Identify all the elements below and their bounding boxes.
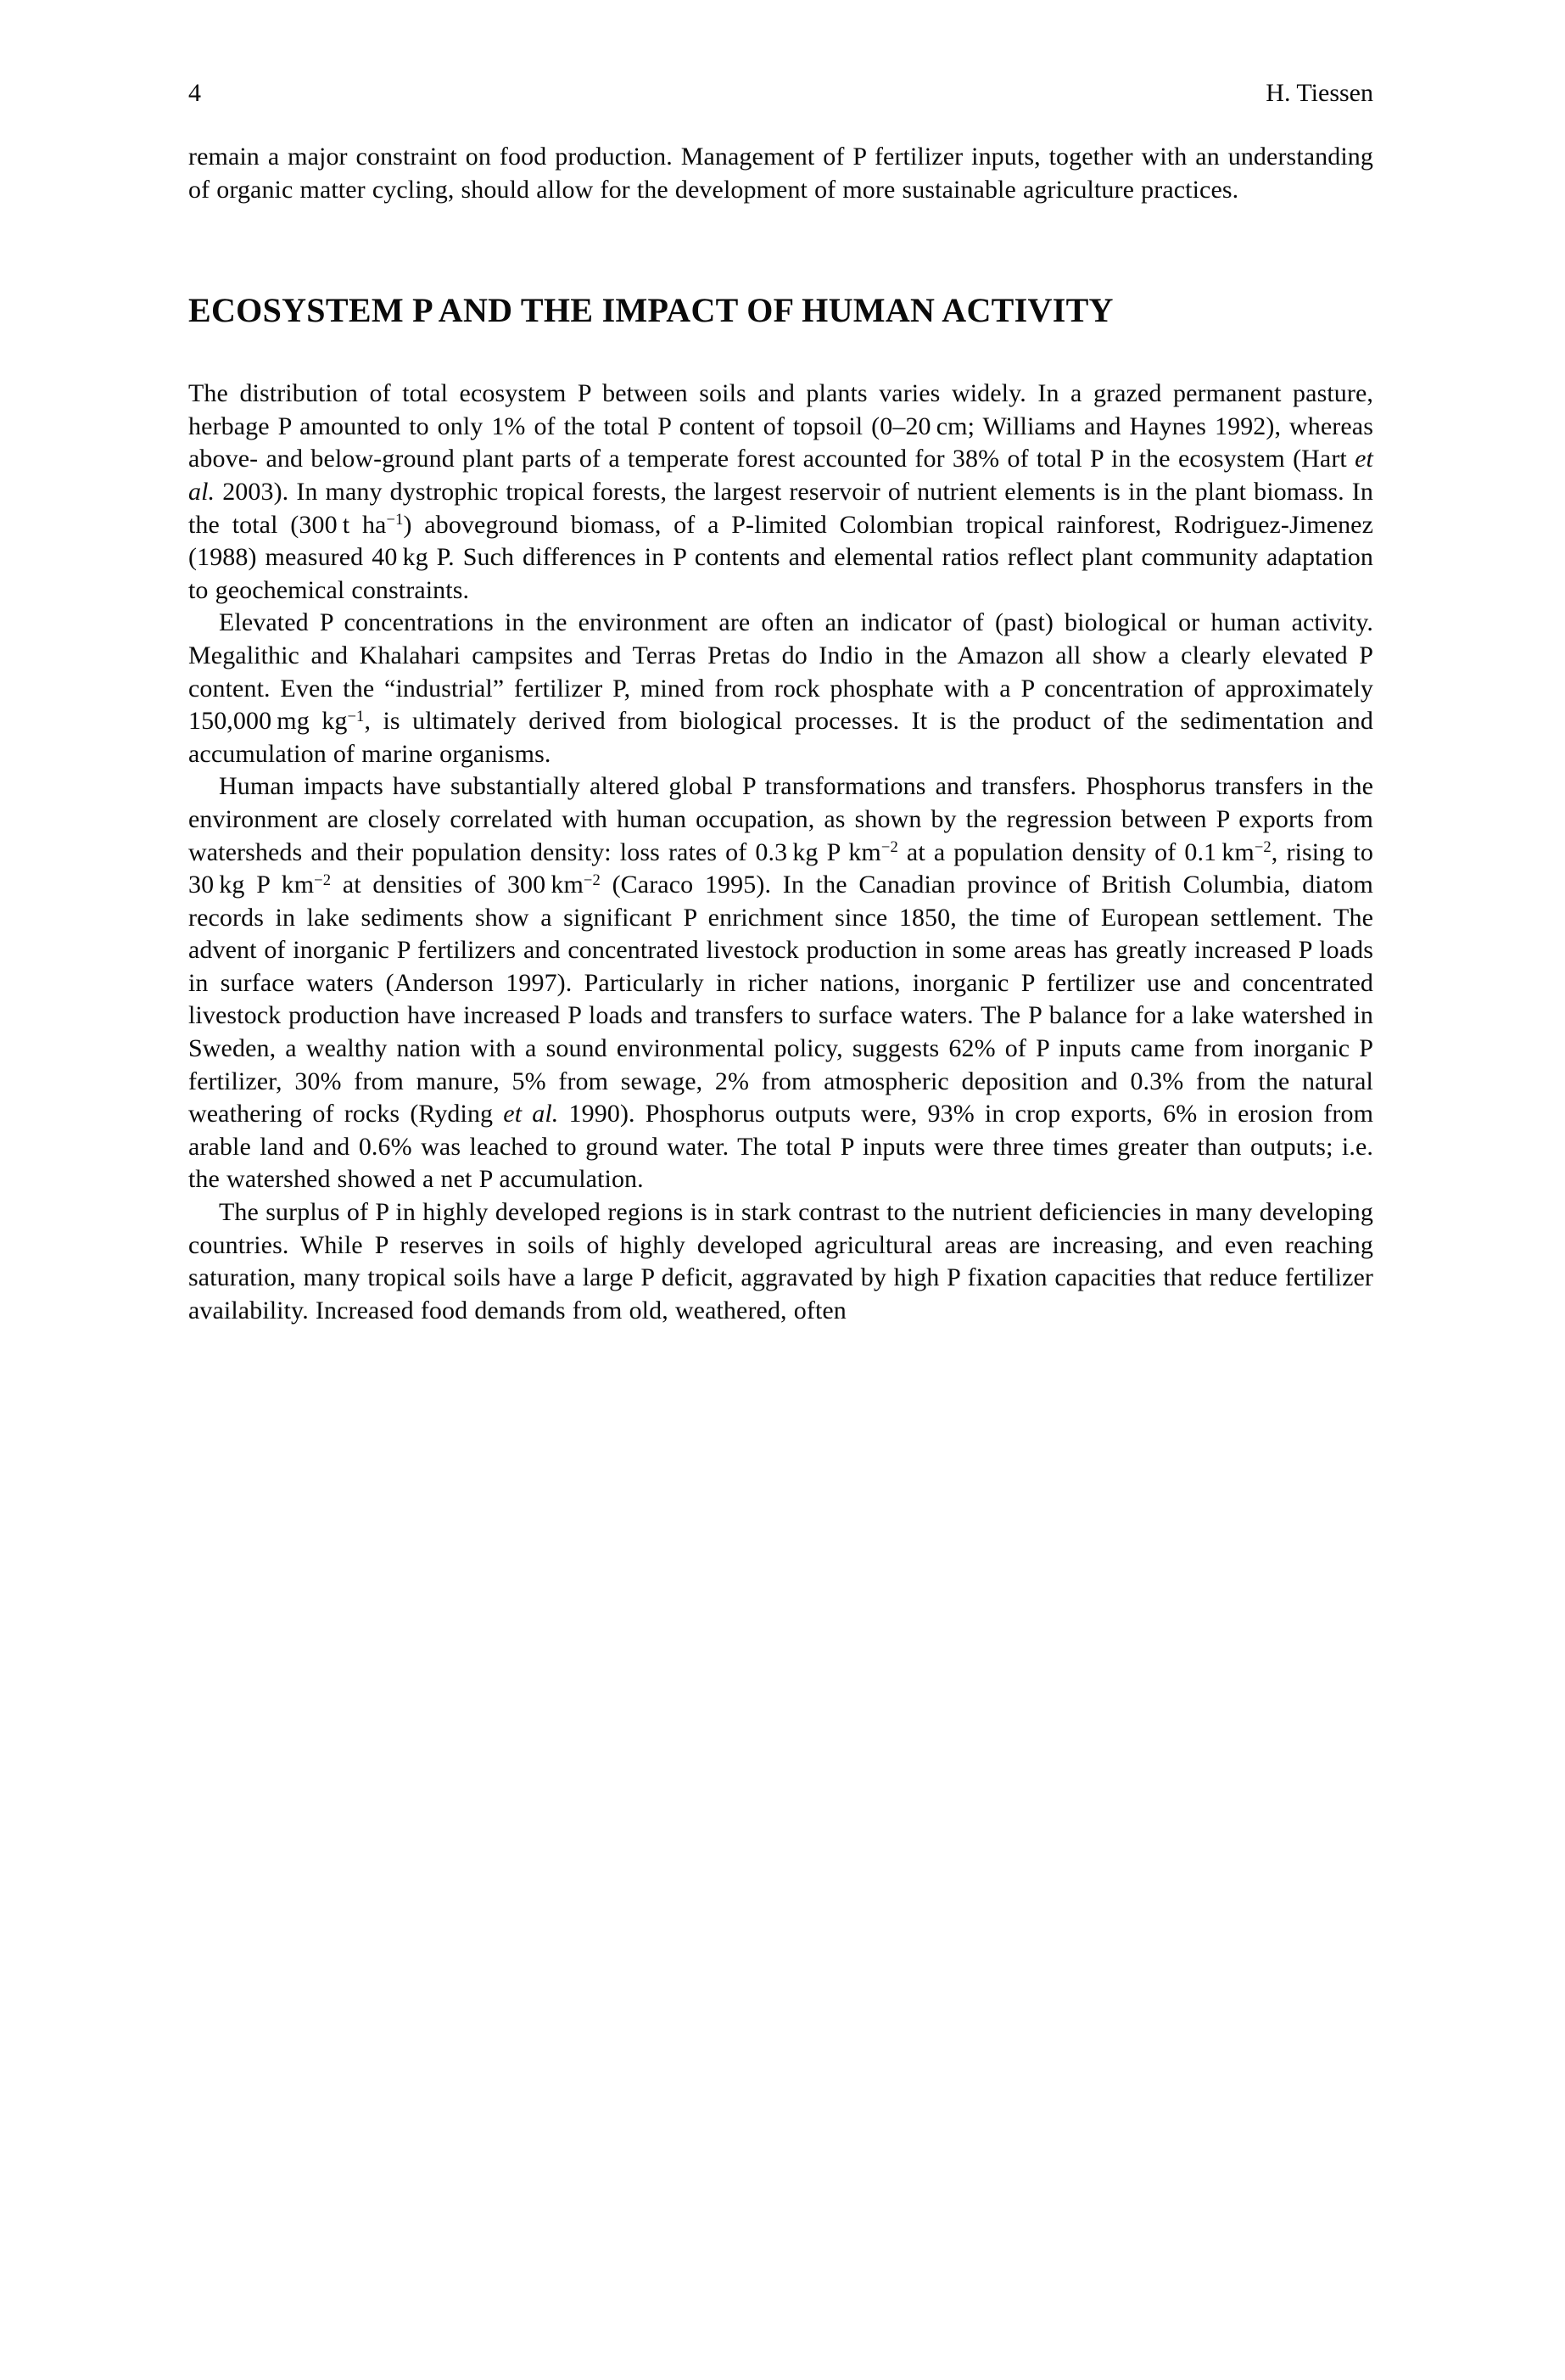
section-heading: ECOSYSTEM P AND THE IMPACT OF HUMAN ACTIVITY (188, 291, 1114, 330)
page-number: 4 (188, 79, 201, 107)
running-head: H. Tiessen (1266, 79, 1373, 107)
paragraph-continuation: remain a major constraint on food production. Management of P fertilizer inputs, together with an understanding of organic matter cycling, should allow for the development of more sustainable agriculture practices. (188, 143, 1373, 204)
paragraph: The distribution of total ecosystem P between soils and plants varies widely. In a grazed permanent pasture, herbage P amounted to only 1% of the total P content of topsoil (0–20 cm; Williams and Haynes 1992), whereas above- and below-ground plant parts of a temperate forest accounted for 38% of total P in the ecosystem (Hart et al. 2003). In many dystrophic tropical forests, the largest reservoir of nutrient elements is in the plant biomass. In the total (300 t $ha^{-1}$) aboveground biomass, of a P-limited Colombian tropical rainforest, Rodriguez-Jimenez (1988) measured 40 kg P. Such differences in P contents and elemental ratios reflect plant community adaptation to geochemical constraints. (188, 379, 1373, 604)
paragraph: The surplus of P in highly developed regions is in stark contrast to the nutrient deficiencies in many developing countries. While P reserves in soils of highly developed agricultural areas are increasing, and even reaching saturation, many tropical soils have a large P deficit, aggravated by high P fixation capacities that reduce fertilizer availability. Increased food demands from old, weathered, often (188, 1198, 1373, 1324)
paragraph: Human impacts have substantially altered global P transformations and transfers. Phosphorus transfers in the environment are closely correlated with human occupation, as shown by the regression between P exports from watersheds and their population density: loss rates of 0.3 kg P $km^{-2}$ at a population density of 0.1 $km^{-2}$, rising to 30 kg P $km^{-2}$ at densities of 300 $km^{-2}$ (Caraco 1995). In the Canadian province of British Columbia, diatom records in lake sediments show a significant P enrichment since 1850, the time of European settlement. The advent of inorganic P fertilizers and concentrated livestock production in some areas has greatly increased P loads in surface waters (Anderson 1997). Particularly in richer nations, inorganic P fertilizer use and concentrated livestock production have increased P loads and transfers to surface waters. The P balance for a lake watershed in Sweden, a wealthy nation with a sound environmental policy, suggests 62% of P inputs came from inorganic P fertilizer, 30% from manure, 5% from sewage, 2% from atmospheric deposition and 0.3% from the natural weathering of rocks (Ryding et al. 1990). Phosphorus outputs were, 93% in crop exports, 6% in erosion from arable land and 0.6% was leached to ground water. The total P inputs were three times greater than outputs; i.e. the watershed showed a net P accumulation. (188, 772, 1373, 1194)
paragraph: Elevated P concentrations in the environment are often an indicator of (past) biological or human activity. Megalithic and Khalahari campsites and Terras Pretas do Indio in the Amazon all show a clearly elevated P content. Even the “industrial” fertilizer P, mined from rock phosphate with a P concentration of approximately 150,000 mg $kg^{-1}$, is ultimately derived from biological processes. It is the product of the sedimentation and accumulation of marine organisms. (188, 608, 1373, 768)
page-header (188, 78, 1373, 109)
